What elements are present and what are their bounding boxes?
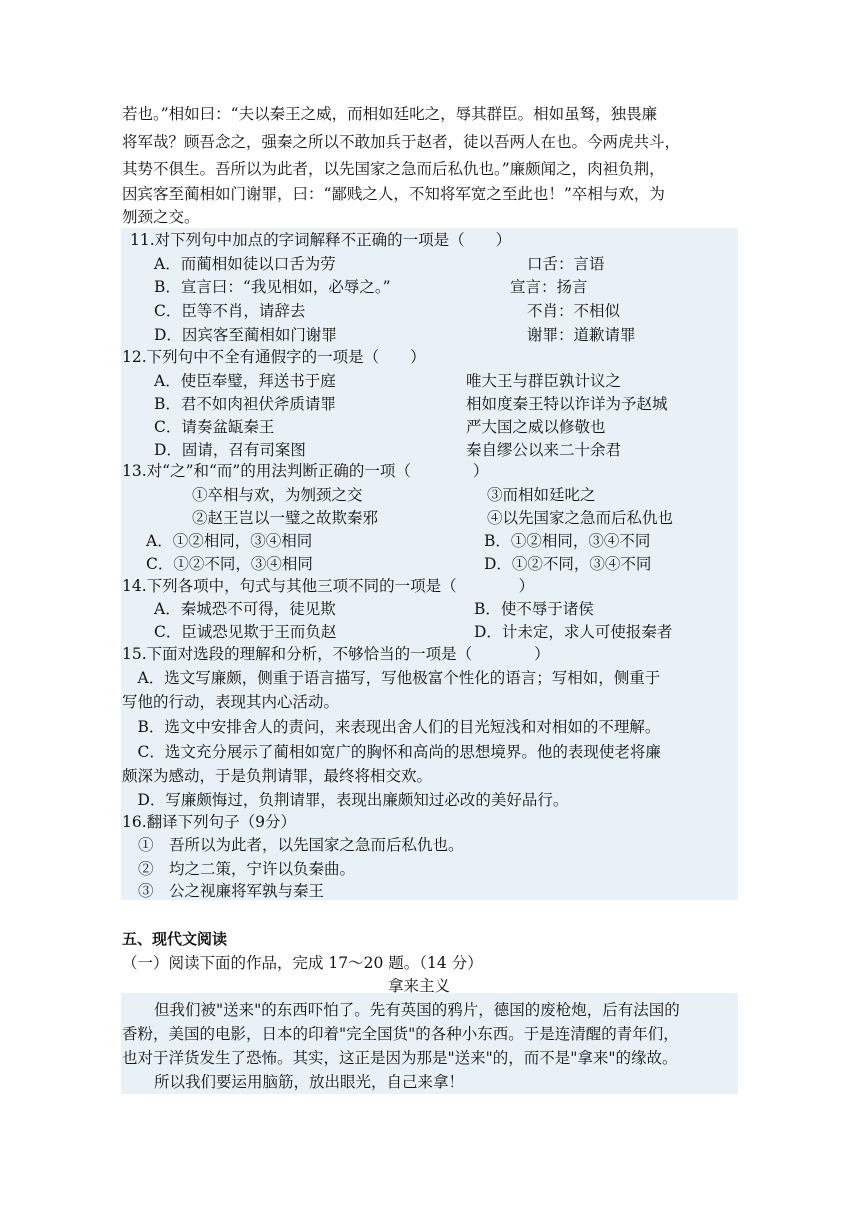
- q11-gloss-b: 宣言：扬言: [510, 278, 588, 296]
- q15-line: B．选文中安排舍人的责问，来表现出舍人们的目光短浅和对相如的不理解。: [122, 718, 661, 736]
- article-title: 拿来主义: [388, 977, 451, 995]
- q14-option-d: D．计未定，求人可使报秦者: [474, 623, 673, 641]
- article-line: 但我们被"送来"的东西吓怕了。先有英国的鸦片，德国的废枪炮，后有法国的: [154, 1001, 680, 1019]
- q15-line: C．选文充分展示了蔺相如宽广的胸怀和高尚的思想境界。他的表现使老将廉: [122, 743, 661, 761]
- q16-item: ② 均之二策，宁许以负秦曲。: [138, 860, 356, 878]
- question-13-stem: 13.对“之”和“而”的用法判断正确的一项（ ）: [122, 462, 489, 480]
- question-12-stem: 12.下列句中不全有通假字的一项是（ ）: [122, 348, 426, 366]
- section-heading: 五、现代文阅读: [122, 930, 228, 948]
- q12-option-a-right: 唯大王与群臣孰计议之: [466, 372, 622, 390]
- question-16-stem: 16.翻译下列句子（9分）: [122, 813, 297, 831]
- q12-option-c: C．请奏盆缻秦王: [154, 418, 275, 436]
- passage-line: 将军哉？顾吾念之，强秦之所以不敢加兵于赵者，徒以吾两人在也。今两虎共斗，: [122, 133, 681, 151]
- q12-option-d: D．固请，召有司案图: [154, 441, 306, 459]
- q14-option-a: A．秦城恐不可得，徒见欺: [154, 600, 336, 618]
- question-11-stem: 11.对下列句中加点的字词解释不正确的一项是（ ）: [130, 231, 512, 249]
- q11-option-b: B．宣言曰：“我见相如，必辱之。”: [154, 278, 391, 296]
- q11-gloss-d: 谢罪：道歉请罪: [527, 326, 636, 344]
- q13-option-b: B．①②相同，③④不同: [484, 532, 651, 550]
- q12-option-d-right: 秦自缪公以来二十余君: [466, 441, 622, 459]
- q13-item-2: ②赵王岂以一璧之故欺秦邪: [192, 509, 379, 527]
- q13-option-a: A．①②相同，③④相同: [146, 532, 313, 550]
- q11-option-a: A．而蔺相如徒以口舌为劳: [154, 255, 336, 273]
- passage-line: 因宾客至蔺相如门谢罪，曰：“鄙贱之人，不知将军宽之至此也！”卒相与欢，为: [122, 185, 665, 203]
- question-15-stem: 15.下面对选段的理解和分析，不够恰当的一项是（ ）: [122, 645, 550, 663]
- q12-option-a: A．使臣奉璧，拜送书于庭: [154, 372, 336, 390]
- passage-line: 刎颈之交。: [122, 208, 200, 226]
- q16-item: ③ 公之视廉将军孰与秦王: [138, 882, 325, 900]
- section-intro: （一）阅读下面的作品，完成 17～20 题。（14 分）: [122, 954, 483, 972]
- q16-item: ① 吾所以为此者，以先国家之急而后私仇也。: [138, 836, 464, 854]
- passage-line: 若也。”相如曰：“夫以秦王之威，而相如廷叱之，辱其群臣。相如虽驽，独畏廉: [122, 105, 658, 123]
- q13-item-1: ①卒相与欢，为刎颈之交: [192, 486, 363, 504]
- q15-line: 颇深为感动，于是负荆请罪，最终将相交欢。: [122, 767, 433, 785]
- q13-item-3: ③而相如廷叱之: [487, 486, 596, 504]
- q11-gloss-c: 不肖：不相似: [527, 302, 621, 320]
- q14-option-c: C．臣诚恐见欺于王而负赵: [154, 623, 337, 641]
- q11-gloss-a: 口舌：言语: [527, 255, 605, 273]
- q15-line: A．选文写廉颇，侧重于语言描写，写他极富个性化的语言；写相如，侧重于: [122, 669, 661, 687]
- q11-option-c: C．臣等不肖，请辞去: [154, 302, 306, 320]
- q13-option-d: D．①②不同，③④不同: [484, 555, 652, 573]
- q13-option-c: C．①②不同，③④相同: [146, 555, 313, 573]
- q13-item-4: ④以先国家之急而后私仇也: [487, 509, 674, 527]
- passage-line: 其势不俱生。吾所以为此者，以先国家之急而后私仇也。”廉颇闻之，肉袒负荆，: [122, 160, 665, 178]
- q14-option-b: B．使不辱于诸侯: [474, 600, 594, 618]
- question-14-stem: 14.下列各项中，句式与其他三项不同的一项是（ ）: [122, 577, 535, 595]
- q15-line: D．写廉颇悔过，负荆请罪，表现出廉颇知过必改的美好品行。: [122, 791, 569, 809]
- q12-option-b: B．君不如肉袒伏斧质请罪: [154, 395, 336, 413]
- article-line: 所以我们要运用脑筋，放出眼光，自己来拿！: [154, 1073, 465, 1091]
- article-line: 也对于洋货发生了恐怖。其实，这正是因为那是"送来"的，而不是"拿来"的缘故。: [122, 1049, 678, 1067]
- q12-option-b-right: 相如度秦王特以诈详为予赵城: [466, 395, 668, 413]
- q11-option-d: D．因宾客至蔺相如门谢罪: [154, 326, 337, 344]
- article-line: 香粉，美国的电影，日本的印着"完全国货"的各种小东西。于是连清醒的青年们，: [122, 1025, 679, 1043]
- q12-option-c-right: 严大国之威以修敬也: [466, 418, 606, 436]
- q15-line: 写他的行动，表现其内心活动。: [122, 693, 340, 711]
